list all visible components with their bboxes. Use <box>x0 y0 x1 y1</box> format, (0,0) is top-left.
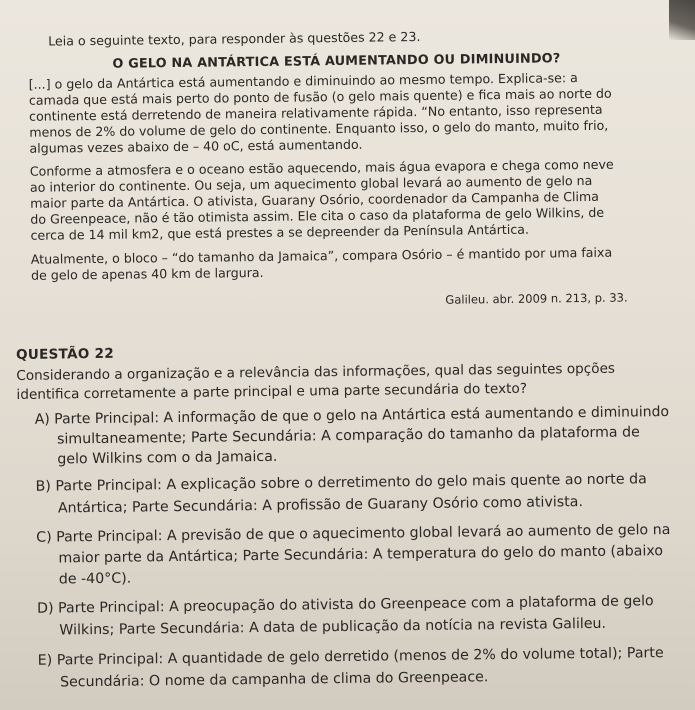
option-d-line: Wilkins; Parte Secundária: A data de publicação da notícia na revista Galileu. <box>59 615 607 639</box>
article-title: O GELO NA ANTÁRTICA ESTÁ AUMENTANDO OU DIMINUINDO? <box>112 51 561 72</box>
option-c-line: maior parte da Antártica; Parte Secundária: A temperatura do gelo do manto (abaixo <box>58 543 664 567</box>
article-line: [...] o gelo da Antártica está aumentando e diminuindo ao mesmo tempo. Explica-se: a <box>28 70 578 92</box>
option-b-line: B) Parte Principal: A explicação sobre o derretimento do gelo mais quente ao norte da <box>35 471 647 495</box>
option-c-line: de -40°C). <box>58 570 132 588</box>
article-line: ao interior do continente. Ou seja, um aquecimento global levará ao aumento de gelo na <box>29 172 593 195</box>
question-stem-line: Considerando a organização e a relevância das informações, qual das seguintes opções <box>16 360 616 384</box>
article-line: cerca de 14 mil km2, que está prestes a se depreender da Península Antártica. <box>30 221 530 243</box>
article-line: camada que está mais perto do ponto de fusão (o gelo mais quente) e fica mais ao norte do <box>28 85 612 108</box>
option-e-line: E) Parte Principal: A quantidade de gelo derretido (menos de 2% do volume total); Parte <box>37 645 664 669</box>
option-c-line: C) Parte Principal: A previsão de que o aquecimento global levará ao aumento de gelo na <box>36 521 671 546</box>
instruction-text: Leia o seguinte texto, para responder às questões 22 e 23. <box>48 29 421 49</box>
exam-sheet <box>12 18 680 691</box>
article-line: maior parte da Antártica. O ativista, Guarany Osório, coordenador da Campanha de Clima <box>30 188 600 211</box>
question-title: QUESTÃO 22 <box>15 345 115 363</box>
article-line: Conforme a atmosfera e o oceano estão aquecendo, mais água evapora e chega como neve <box>29 156 614 179</box>
option-a-line: A) Parte Principal: A informação de que o gelo na Antártica está aumentando e diminuindo <box>34 404 670 428</box>
option-d-line: D) Parte Principal: A preocupação do ativista do Greenpeace com a plataforma de gelo <box>37 593 654 617</box>
article-source: Galileu. abr. 2009 n. 213, p. 33. <box>445 290 628 307</box>
option-a-line: gelo Wilkins com o da Jamaica. <box>57 448 278 468</box>
option-a-line: simultaneamente; Parte Secundária: A comparação do tamanho da plataforma de <box>56 424 640 448</box>
page-corner-shadow <box>669 0 695 40</box>
question-stem-line: identifica corretamente a parte principal e uma parte secundária do texto? <box>16 380 528 403</box>
article-line: algumas vezes abaixo de – 40 oC, está aumentando. <box>29 136 363 156</box>
option-b-line: Antártica; Parte Secundária: A profissão de Guarany Osório como ativista. <box>57 494 584 517</box>
article-line: Atualmente, o bloco – “do tamanho da Jamaica”, compara Osório – é mantido por uma faixa <box>30 244 613 267</box>
option-e-line: Secundária: O nome da campanha de clima do Greenpeace. <box>59 669 489 691</box>
article-line: de gelo de apenas 40 km de largura. <box>30 264 264 283</box>
article-line: do Greenpeace, não é tão otimista assim. Ele cita o caso da plataforma de gelo Wilkins, de <box>30 204 605 227</box>
article-line: continente está derretendo de maneira relativamente rápida. “No entanto, isso representa <box>29 101 603 124</box>
article-line: menos de 2% do volume de gelo do continente. Enquanto isso, o gelo do manto, muito frio, <box>29 117 609 140</box>
